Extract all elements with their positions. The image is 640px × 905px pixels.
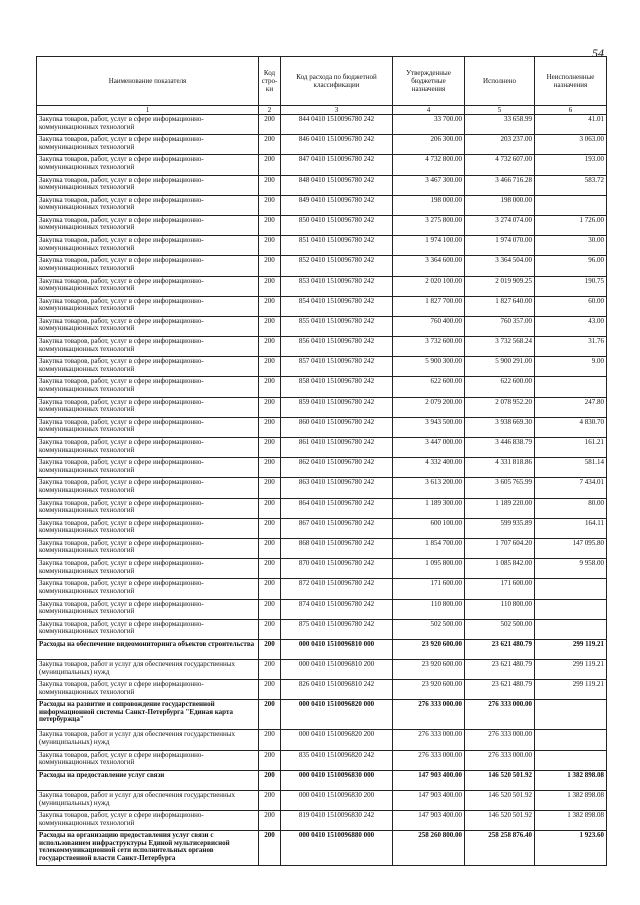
cell-name: Закупка товаров, работ, услуг в сфере информационно-коммуникационных технологий <box>37 599 259 619</box>
column-number: 5 <box>465 106 535 115</box>
cell-name: Закупка товаров, работ, услуг в сфере информационно-коммуникационных технологий <box>37 135 259 155</box>
cell-approved: 206 300.00 <box>393 135 465 155</box>
cell-unexecuted: 30.00 <box>535 236 607 256</box>
cell-unexecuted: 60.00 <box>535 296 607 316</box>
cell-approved: 4 732 800.00 <box>393 155 465 175</box>
table-row <box>37 215 607 235</box>
cell-budget-code: 872 0410 1510096780 242 <box>281 579 393 599</box>
cell-budget-code: 864 0410 1510096780 242 <box>281 498 393 518</box>
cell-executed: 4 732 607.00 <box>465 155 535 175</box>
table-row <box>37 175 607 195</box>
cell-line-code: 200 <box>259 700 281 730</box>
cell-approved: 622 600.00 <box>393 377 465 397</box>
cell-unexecuted: 299 119.21 <box>535 680 607 700</box>
table-row <box>37 579 607 599</box>
cell-name: Закупка товаров, работ, услуг в сфере информационно-коммуникационных технологий <box>37 236 259 256</box>
cell-unexecuted: 1 923.60 <box>535 831 607 866</box>
cell-line-code: 200 <box>259 236 281 256</box>
cell-executed: 276 333 000.00 <box>465 730 535 750</box>
cell-budget-code: 000 0410 1510096820 000 <box>281 700 393 730</box>
header-unexecuted: Неисполненные назначения <box>535 57 607 106</box>
cell-name: Закупка товаров, работ, услуг в сфере информационно-коммуникационных технологий <box>37 458 259 478</box>
table-row <box>37 256 607 276</box>
cell-budget-code: 861 0410 1510096780 242 <box>281 438 393 458</box>
cell-approved: 5 900 300.00 <box>393 357 465 377</box>
cell-unexecuted <box>535 579 607 599</box>
cell-budget-code: 855 0410 1510096780 242 <box>281 316 393 336</box>
cell-budget-code: 856 0410 1510096780 242 <box>281 337 393 357</box>
cell-unexecuted: 96.00 <box>535 256 607 276</box>
cell-approved: 147 903 400.00 <box>393 770 465 790</box>
cell-budget-code: 867 0410 1510096780 242 <box>281 518 393 538</box>
cell-name: Закупка товаров, работ, услуг в сфере информационно-коммуникационных технологий <box>37 478 259 498</box>
table-row <box>37 236 607 256</box>
table-row <box>37 498 607 518</box>
cell-unexecuted: 9 958.00 <box>535 559 607 579</box>
table-row <box>37 357 607 377</box>
cell-unexecuted: 299 119.21 <box>535 639 607 659</box>
cell-approved: 600 100.00 <box>393 518 465 538</box>
cell-approved: 3 943 500.00 <box>393 417 465 437</box>
table-row <box>37 730 607 750</box>
cell-unexecuted: 9.00 <box>535 357 607 377</box>
cell-approved: 147 903 400.00 <box>393 811 465 831</box>
cell-approved: 147 903 400.00 <box>393 791 465 811</box>
header-kbk: Код расхода по бюджетной классификации <box>281 57 393 106</box>
cell-approved: 1 827 700.00 <box>393 296 465 316</box>
cell-executed: 276 333 000.00 <box>465 750 535 770</box>
cell-budget-code: 826 0410 1510096810 242 <box>281 680 393 700</box>
cell-approved: 171 600.00 <box>393 579 465 599</box>
cell-executed: 146 520 501.92 <box>465 791 535 811</box>
cell-executed: 258 258 876.40 <box>465 831 535 866</box>
cell-executed: 1 827 640.00 <box>465 296 535 316</box>
cell-unexecuted: 147 095.80 <box>535 538 607 558</box>
cell-budget-code: 863 0410 1510096780 242 <box>281 478 393 498</box>
cell-name: Закупка товаров, работ, услуг в сфере информационно-коммуникационных технологий <box>37 518 259 538</box>
table-row <box>37 417 607 437</box>
cell-approved: 3 275 800.00 <box>393 215 465 235</box>
cell-executed: 3 364 504.00 <box>465 256 535 276</box>
cell-name: Закупка товаров, работ и услуг для обеспечения государственных (муниципальных) нужд <box>37 791 259 811</box>
cell-line-code: 200 <box>259 397 281 417</box>
header-name: Наименование показателя <box>37 57 259 106</box>
cell-name: Закупка товаров, работ, услуг в сфере информационно-коммуникационных технологий <box>37 215 259 235</box>
table-row <box>37 700 607 730</box>
cell-approved: 2 020 100.00 <box>393 276 465 296</box>
column-number: 1 <box>37 106 259 115</box>
cell-line-code: 200 <box>259 639 281 659</box>
cell-name: Закупка товаров, работ, услуг в сфере информационно-коммуникационных технологий <box>37 316 259 336</box>
cell-line-code: 200 <box>259 750 281 770</box>
cell-name: Закупка товаров, работ, услуг в сфере информационно-коммуникационных технологий <box>37 811 259 831</box>
cell-budget-code: 844 0410 1510096780 242 <box>281 115 393 135</box>
cell-approved: 1 095 800.00 <box>393 559 465 579</box>
cell-budget-code: 847 0410 1510096780 242 <box>281 155 393 175</box>
cell-unexecuted <box>535 730 607 750</box>
table-row <box>37 770 607 790</box>
cell-budget-code: 857 0410 1510096780 242 <box>281 357 393 377</box>
cell-unexecuted: 7 434.01 <box>535 478 607 498</box>
header-row <box>37 57 607 106</box>
cell-executed: 146 520 501.92 <box>465 811 535 831</box>
cell-approved: 276 333 000.00 <box>393 730 465 750</box>
cell-approved: 3 364 600.00 <box>393 256 465 276</box>
cell-approved: 1 854 700.00 <box>393 538 465 558</box>
table-row <box>37 518 607 538</box>
cell-line-code: 200 <box>259 730 281 750</box>
table-body <box>37 115 607 866</box>
cell-name: Закупка товаров, работ, услуг в сфере информационно-коммуникационных технологий <box>37 115 259 135</box>
cell-name: Закупка товаров, работ, услуг в сфере информационно-коммуникационных технологий <box>37 538 259 558</box>
cell-approved: 3 613 200.00 <box>393 478 465 498</box>
header-executed: Исполнено <box>465 57 535 106</box>
cell-line-code: 200 <box>259 195 281 215</box>
cell-line-code: 200 <box>259 791 281 811</box>
cell-executed: 599 935.89 <box>465 518 535 538</box>
cell-unexecuted <box>535 377 607 397</box>
cell-executed: 1 189 220.00 <box>465 498 535 518</box>
cell-approved: 276 333 000.00 <box>393 700 465 730</box>
cell-line-code: 200 <box>259 417 281 437</box>
cell-executed: 3 466 716.28 <box>465 175 535 195</box>
cell-line-code: 200 <box>259 215 281 235</box>
cell-executed: 1 974 070.00 <box>465 236 535 256</box>
cell-executed: 760 357.00 <box>465 316 535 336</box>
cell-budget-code: 835 0410 1510096820 242 <box>281 750 393 770</box>
page-number: 54 <box>592 46 604 60</box>
cell-name: Расходы на развитие и сопровождение государственной информационной системы Санкт-Петербурга "Единая карта петербуржца" <box>37 700 259 730</box>
cell-executed: 3 274 074.00 <box>465 215 535 235</box>
cell-line-code: 200 <box>259 660 281 680</box>
cell-unexecuted <box>535 619 607 639</box>
table-row <box>37 276 607 296</box>
cell-name: Закупка товаров, работ, услуг в сфере информационно-коммуникационных технологий <box>37 377 259 397</box>
cell-approved: 760 400.00 <box>393 316 465 336</box>
cell-unexecuted: 1 382 898.08 <box>535 770 607 790</box>
cell-executed: 146 520 501.92 <box>465 770 535 790</box>
cell-executed: 2 019 909.25 <box>465 276 535 296</box>
cell-name: Закупка товаров, работ, услуг в сфере информационно-коммуникационных технологий <box>37 155 259 175</box>
cell-approved: 33 700.00 <box>393 115 465 135</box>
cell-executed: 203 237.00 <box>465 135 535 155</box>
column-number: 4 <box>393 106 465 115</box>
cell-budget-code: 848 0410 1510096780 242 <box>281 175 393 195</box>
cell-executed: 502 500.00 <box>465 619 535 639</box>
cell-approved: 23 920 600.00 <box>393 660 465 680</box>
cell-unexecuted: 247.80 <box>535 397 607 417</box>
cell-executed: 622 600.00 <box>465 377 535 397</box>
table-row <box>37 559 607 579</box>
cell-name: Закупка товаров, работ, услуг в сфере информационно-коммуникационных технологий <box>37 276 259 296</box>
cell-line-code: 200 <box>259 316 281 336</box>
cell-unexecuted: 583.72 <box>535 175 607 195</box>
cell-unexecuted <box>535 195 607 215</box>
cell-line-code: 200 <box>259 559 281 579</box>
cell-name: Закупка товаров, работ, услуг в сфере информационно-коммуникационных технологий <box>37 357 259 377</box>
table-row <box>37 337 607 357</box>
cell-budget-code: 819 0410 1510096830 242 <box>281 811 393 831</box>
cell-executed: 23 621 480.79 <box>465 639 535 659</box>
cell-executed: 276 333 000.00 <box>465 700 535 730</box>
cell-budget-code: 851 0410 1510096780 242 <box>281 236 393 256</box>
cell-executed: 3 446 838.79 <box>465 438 535 458</box>
cell-unexecuted: 3 063.00 <box>535 135 607 155</box>
cell-unexecuted <box>535 700 607 730</box>
table-row <box>37 195 607 215</box>
cell-name: Закупка товаров, работ, услуг в сфере информационно-коммуникационных технологий <box>37 256 259 276</box>
cell-line-code: 200 <box>259 296 281 316</box>
cell-line-code: 200 <box>259 377 281 397</box>
table-row <box>37 660 607 680</box>
cell-unexecuted: 190.75 <box>535 276 607 296</box>
cell-unexecuted: 43.00 <box>535 316 607 336</box>
cell-name: Закупка товаров, работ, услуг в сфере информационно-коммуникационных технологий <box>37 195 259 215</box>
cell-executed: 3 732 568.24 <box>465 337 535 357</box>
cell-name: Закупка товаров, работ, услуг в сфере информационно-коммуникационных технологий <box>37 296 259 316</box>
cell-executed: 4 331 818.86 <box>465 458 535 478</box>
cell-budget-code: 846 0410 1510096780 242 <box>281 135 393 155</box>
cell-line-code: 200 <box>259 337 281 357</box>
cell-approved: 110 800.00 <box>393 599 465 619</box>
table-row <box>37 115 607 135</box>
cell-budget-code: 849 0410 1510096780 242 <box>281 195 393 215</box>
cell-executed: 171 600.00 <box>465 579 535 599</box>
cell-line-code: 200 <box>259 135 281 155</box>
cell-name: Закупка товаров, работ, услуг в сфере информационно-коммуникационных технологий <box>37 337 259 357</box>
table-row <box>37 750 607 770</box>
table-row <box>37 438 607 458</box>
cell-line-code: 200 <box>259 115 281 135</box>
column-number-row <box>37 106 607 115</box>
cell-budget-code: 858 0410 1510096780 242 <box>281 377 393 397</box>
cell-unexecuted: 164.11 <box>535 518 607 538</box>
cell-line-code: 200 <box>259 256 281 276</box>
cell-name: Закупка товаров, работ, услуг в сфере информационно-коммуникационных технологий <box>37 559 259 579</box>
cell-line-code: 200 <box>259 538 281 558</box>
cell-budget-code: 854 0410 1510096780 242 <box>281 296 393 316</box>
cell-unexecuted: 1 382 898.08 <box>535 811 607 831</box>
table-row <box>37 831 607 866</box>
cell-executed: 1 085 842.00 <box>465 559 535 579</box>
cell-approved: 276 333 000.00 <box>393 750 465 770</box>
cell-executed: 3 938 669.30 <box>465 417 535 437</box>
cell-approved: 3 732 600.00 <box>393 337 465 357</box>
cell-name: Закупка товаров, работ, услуг в сфере информационно-коммуникационных технологий <box>37 579 259 599</box>
cell-line-code: 200 <box>259 770 281 790</box>
cell-line-code: 200 <box>259 831 281 866</box>
cell-name: Расходы на обеспечение видеомониторинга объектов строительства <box>37 639 259 659</box>
cell-budget-code: 000 0410 1510096880 000 <box>281 831 393 866</box>
cell-name: Закупка товаров, работ и услуг для обеспечения государственных (муниципальных) нужд <box>37 730 259 750</box>
table-row <box>37 397 607 417</box>
cell-name: Закупка товаров, работ, услуг в сфере информационно-коммуникационных технологий <box>37 619 259 639</box>
cell-name: Закупка товаров, работ, услуг в сфере информационно-коммуникационных технологий <box>37 438 259 458</box>
cell-executed: 3 605 765.99 <box>465 478 535 498</box>
table-row <box>37 811 607 831</box>
header-approved: Утвержденные бюджетные назначения <box>393 57 465 106</box>
cell-line-code: 200 <box>259 619 281 639</box>
cell-budget-code: 868 0410 1510096780 242 <box>281 538 393 558</box>
column-number: 6 <box>535 106 607 115</box>
table-row <box>37 791 607 811</box>
cell-line-code: 200 <box>259 811 281 831</box>
cell-line-code: 200 <box>259 478 281 498</box>
cell-line-code: 200 <box>259 518 281 538</box>
table-row <box>37 155 607 175</box>
cell-line-code: 200 <box>259 438 281 458</box>
cell-budget-code: 860 0410 1510096780 242 <box>281 417 393 437</box>
cell-approved: 3 467 300.00 <box>393 175 465 195</box>
cell-line-code: 200 <box>259 498 281 518</box>
cell-line-code: 200 <box>259 175 281 195</box>
cell-name: Закупка товаров, работ, услуг в сфере информационно-коммуникационных технологий <box>37 680 259 700</box>
cell-name: Закупка товаров, работ, услуг в сфере информационно-коммуникационных технологий <box>37 397 259 417</box>
cell-budget-code: 862 0410 1510096780 242 <box>281 458 393 478</box>
cell-budget-code: 000 0410 1510096820 200 <box>281 730 393 750</box>
cell-unexecuted: 193.00 <box>535 155 607 175</box>
cell-budget-code: 870 0410 1510096780 242 <box>281 559 393 579</box>
cell-unexecuted: 80.00 <box>535 498 607 518</box>
cell-line-code: 200 <box>259 579 281 599</box>
cell-approved: 2 079 200.00 <box>393 397 465 417</box>
cell-line-code: 200 <box>259 357 281 377</box>
table-row <box>37 458 607 478</box>
table-row <box>37 478 607 498</box>
table-row <box>37 377 607 397</box>
cell-executed: 5 900 291.00 <box>465 357 535 377</box>
cell-executed: 1 707 604.20 <box>465 538 535 558</box>
cell-name: Расходы на организацию предоставления услуг связи с использованием инфраструктуры Единой мультисервисной телекоммуникационной сети исполнительных органов государственной власти Санкт-Петербурга <box>37 831 259 866</box>
cell-budget-code: 875 0410 1510096780 242 <box>281 619 393 639</box>
cell-budget-code: 850 0410 1510096780 242 <box>281 215 393 235</box>
cell-line-code: 200 <box>259 276 281 296</box>
table-row <box>37 296 607 316</box>
cell-executed: 110 800.00 <box>465 599 535 619</box>
cell-budget-code: 859 0410 1510096780 242 <box>281 397 393 417</box>
table-row <box>37 538 607 558</box>
cell-unexecuted <box>535 750 607 770</box>
cell-executed: 23 621 480.79 <box>465 660 535 680</box>
cell-budget-code: 000 0410 1510096830 000 <box>281 770 393 790</box>
cell-unexecuted: 41.01 <box>535 115 607 135</box>
cell-unexecuted <box>535 599 607 619</box>
cell-executed: 33 658.99 <box>465 115 535 135</box>
cell-approved: 4 332 400.00 <box>393 458 465 478</box>
cell-line-code: 200 <box>259 155 281 175</box>
cell-executed: 2 078 952.20 <box>465 397 535 417</box>
cell-unexecuted: 31.76 <box>535 337 607 357</box>
cell-unexecuted: 581.14 <box>535 458 607 478</box>
cell-unexecuted: 4 830.70 <box>535 417 607 437</box>
column-number: 2 <box>259 106 281 115</box>
table-row <box>37 135 607 155</box>
cell-unexecuted: 299 119.21 <box>535 660 607 680</box>
cell-budget-code: 000 0410 1510096830 200 <box>281 791 393 811</box>
budget-execution-table <box>36 56 607 866</box>
cell-name: Закупка товаров, работ и услуг для обеспечения государственных (муниципальных) нужд <box>37 660 259 680</box>
table-row <box>37 316 607 336</box>
cell-name: Закупка товаров, работ, услуг в сфере информационно-коммуникационных технологий <box>37 417 259 437</box>
header-code: Код стро-ки <box>259 57 281 106</box>
cell-approved: 3 447 000.00 <box>393 438 465 458</box>
table-row <box>37 639 607 659</box>
cell-name: Расходы на предоставление услуг связи <box>37 770 259 790</box>
table-row <box>37 619 607 639</box>
cell-approved: 198 000.00 <box>393 195 465 215</box>
table-row <box>37 599 607 619</box>
cell-approved: 1 974 100.00 <box>393 236 465 256</box>
cell-name: Закупка товаров, работ, услуг в сфере информационно-коммуникационных технологий <box>37 498 259 518</box>
cell-line-code: 200 <box>259 680 281 700</box>
cell-unexecuted: 1 382 898.08 <box>535 791 607 811</box>
cell-budget-code: 000 0410 1510096810 200 <box>281 660 393 680</box>
cell-executed: 198 000.00 <box>465 195 535 215</box>
cell-name: Закупка товаров, работ, услуг в сфере информационно-коммуникационных технологий <box>37 750 259 770</box>
cell-budget-code: 853 0410 1510096780 242 <box>281 276 393 296</box>
cell-approved: 258 260 800.00 <box>393 831 465 866</box>
cell-line-code: 200 <box>259 458 281 478</box>
cell-approved: 1 189 300.00 <box>393 498 465 518</box>
cell-line-code: 200 <box>259 599 281 619</box>
cell-approved: 502 500.00 <box>393 619 465 639</box>
cell-unexecuted: 1 726.00 <box>535 215 607 235</box>
column-number: 3 <box>281 106 393 115</box>
cell-budget-code: 000 0410 1510096810 000 <box>281 639 393 659</box>
cell-executed: 23 621 480.79 <box>465 680 535 700</box>
table-row <box>37 680 607 700</box>
cell-budget-code: 874 0410 1510096780 242 <box>281 599 393 619</box>
cell-approved: 23 920 600.00 <box>393 680 465 700</box>
cell-unexecuted: 161.21 <box>535 438 607 458</box>
cell-name: Закупка товаров, работ, услуг в сфере информационно-коммуникационных технологий <box>37 175 259 195</box>
cell-approved: 23 920 600.00 <box>393 639 465 659</box>
cell-budget-code: 852 0410 1510096780 242 <box>281 256 393 276</box>
